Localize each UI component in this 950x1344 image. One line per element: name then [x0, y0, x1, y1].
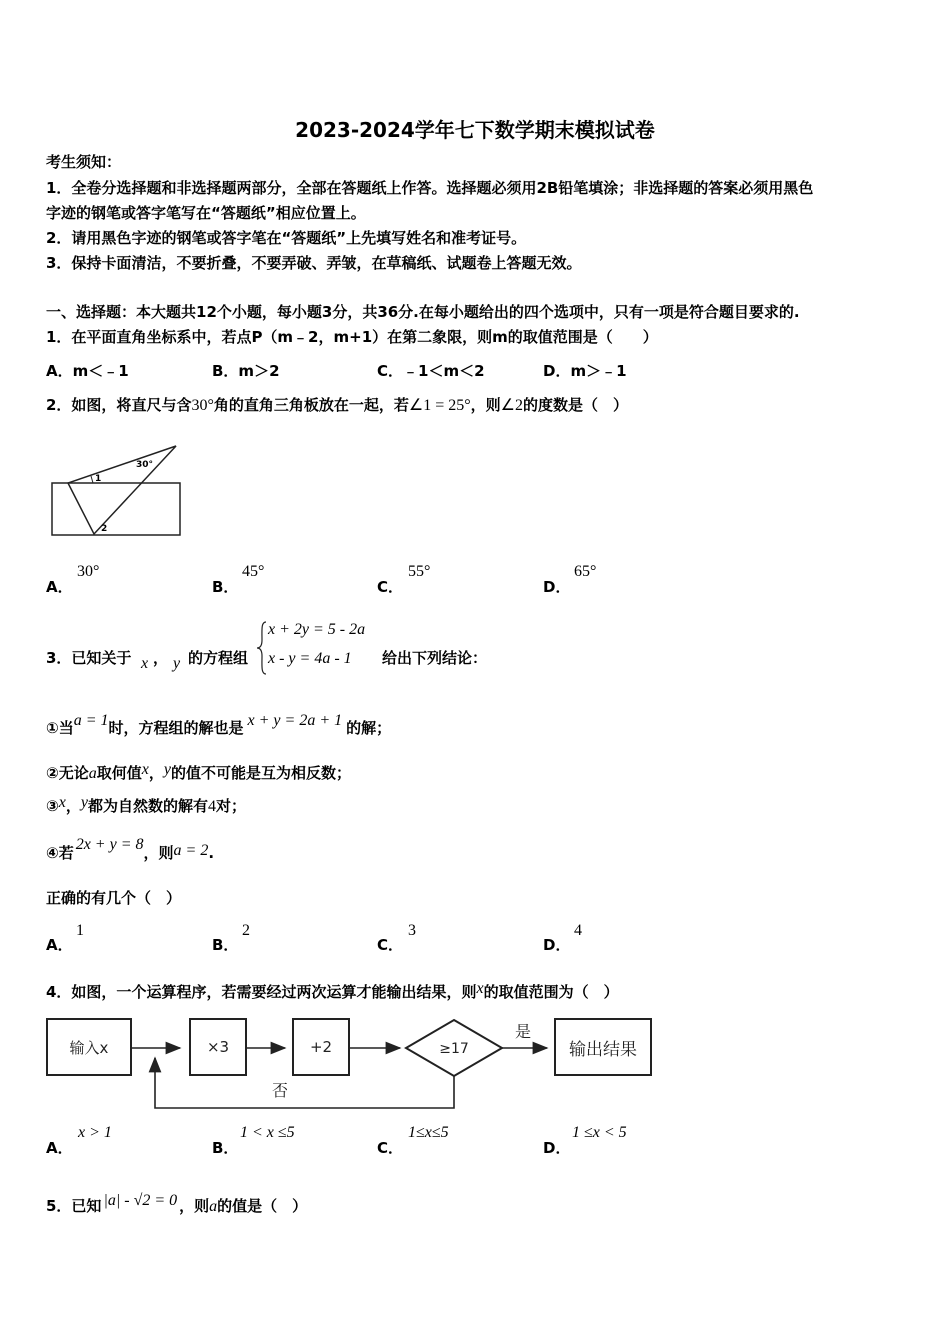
angle-mark	[91, 476, 93, 483]
notice-heading: 考生须知：	[46, 153, 122, 171]
q2-option-c-label[interactable]: C．	[377, 578, 404, 596]
q3-option-c-label[interactable]: C．	[377, 936, 404, 954]
q2-stem-part3: ，则	[470, 396, 501, 414]
q5-math-expr: |a| - √2 = 0	[103, 1192, 178, 1209]
notice-line-1a: 1．全卷分选择题和非选择题两部分，全部在答题纸上作答。选择题必须用2B铅笔填涂；非选择题的答案必须用黑色	[46, 179, 814, 197]
flow-condition-text: ≥17	[439, 1041, 469, 1057]
c3-text-d: 对；	[215, 797, 246, 815]
q3-math-y: y	[173, 655, 181, 672]
c2-math-y: y	[163, 761, 171, 778]
q2-option-a-label[interactable]: A．	[46, 578, 73, 596]
q3-conclusion-3	[46, 796, 246, 817]
q3-conclusion-1	[46, 712, 392, 739]
q4-option-d-label[interactable]: D．	[543, 1139, 571, 1157]
q3-option-d-label[interactable]: D．	[543, 936, 571, 954]
c2-text-d: 的值不可能是互为相反数；	[170, 764, 351, 782]
q1-stem: 1．在平面直角坐标系中，若点P（m﹣2，m+1）在第二象限，则m的取值范围是（ ）	[46, 328, 658, 346]
c3-text-b: ，	[65, 797, 81, 815]
q1-option-c[interactable]: C．﹣1＜m＜2	[377, 362, 485, 380]
q3-ask: 正确的有几个（ ）	[46, 889, 182, 907]
q2-option-b-label[interactable]: B．	[212, 578, 239, 596]
c4-math-a: a = 2	[173, 842, 209, 859]
q3-equation-2: x - y = 4a - 1	[268, 650, 352, 667]
c1-math-xy: x + y = 2a + 1	[247, 712, 343, 729]
arrow-no-loop	[155, 1058, 454, 1108]
q5-stem-part3: 的值是（ ）	[217, 1197, 308, 1215]
q3-stem-part3: 给出下列结论：	[382, 649, 488, 667]
c3-text-c: 都为自然数的解有	[87, 797, 208, 815]
q4-math-x: x	[476, 980, 484, 997]
c3-math-y: y	[80, 794, 88, 811]
section-heading: 一、选择题：本大题共12个小题，每小题3分，共36分.在每小题给出的四个选项中，只有一项是符合题目要求的.	[46, 303, 800, 321]
c4-math-eq: 2x + y = 8	[75, 836, 144, 853]
q2-math-30: 30°	[191, 397, 214, 414]
q3-math-x: x	[141, 655, 149, 672]
q2-option-b-value: 45°	[242, 563, 265, 580]
q3-option-d-value: 4	[574, 922, 582, 939]
q3-option-b-value: 2	[242, 922, 250, 939]
c3-math-4: 4	[207, 798, 216, 815]
q4-option-a-label[interactable]: A．	[46, 1139, 73, 1157]
q2-ruler-triangle-figure	[46, 440, 186, 540]
triangle-shape	[68, 446, 176, 534]
flow-yes-label: 是	[515, 1022, 532, 1041]
q3-option-c-value: 3	[408, 922, 416, 939]
q3-stem-part1: 3．已知关于	[46, 649, 132, 667]
c2-text-c: ，	[148, 764, 164, 782]
flow-input-box: 输入x	[46, 1018, 132, 1076]
q3-option-b-label[interactable]: B．	[212, 936, 239, 954]
q5-math-a: a	[209, 1198, 218, 1215]
q3-option-a-value: 1	[76, 922, 84, 939]
q2-stem-part4: 的度数是（ ）	[523, 396, 629, 414]
q2-option-d-value: 65°	[574, 563, 597, 580]
q1-option-d[interactable]: D．m＞﹣1	[543, 362, 627, 380]
q1-option-a[interactable]: A．m＜﹣1	[46, 362, 129, 380]
q3-system-brace	[256, 620, 268, 676]
q2-option-a-value: 30°	[77, 563, 100, 580]
flow-connectors	[0, 1010, 950, 1120]
c1-text-c: 的解；	[346, 719, 392, 737]
q2-stem-part1: 2．如图，将直尺与含	[46, 396, 192, 414]
q3-stem-part2: 的方程组	[188, 649, 249, 667]
q4-stem	[46, 982, 619, 1003]
c1-math-a: a = 1	[73, 712, 109, 729]
q4-option-a-value: x > 1	[78, 1124, 112, 1141]
fig-angle-30-label: 30°	[136, 460, 154, 470]
q4-stem-part2: 的取值范围为（ ）	[483, 983, 619, 1001]
flow-add-box: +2	[292, 1018, 350, 1076]
notice-line-1b: 字迹的钢笔或答字笔写在“答题纸”相应位置上。	[46, 204, 366, 222]
q3-option-a-label[interactable]: A．	[46, 936, 73, 954]
c4-text-c: .	[208, 844, 215, 862]
c2-text-a: ②无论	[46, 764, 89, 782]
c4-text-b: ，则	[143, 844, 174, 862]
flow-multiply-box: ×3	[189, 1018, 247, 1076]
c4-text-a: ④若	[46, 844, 74, 862]
q5-stem-part2: ，则	[179, 1197, 210, 1215]
q2-math-angle1: ∠1 = 25°	[408, 397, 471, 414]
q3-comma: ，	[153, 649, 169, 667]
q4-option-c-label[interactable]: C．	[377, 1139, 404, 1157]
q2-stem-part2: 角的直角三角板放在一起，若	[213, 396, 409, 414]
q2-math-angle2: ∠2	[500, 397, 523, 414]
q4-option-b-value: 1 < x ≤5	[240, 1124, 295, 1141]
fig-angle-1-label: 1	[95, 474, 102, 484]
c2-text-b: 取何值	[96, 764, 142, 782]
q5-stem	[46, 1192, 308, 1217]
q2-option-d-label[interactable]: D．	[543, 578, 571, 596]
q2-stem	[46, 395, 628, 416]
c1-text-b: 时，方程组的解也是	[108, 719, 244, 737]
c1-text-a: ①当	[46, 719, 74, 737]
q4-option-b-label[interactable]: B．	[212, 1139, 239, 1157]
c3-math-x: x	[58, 794, 66, 811]
c2-math-x: x	[141, 761, 149, 778]
q4-option-c-value: 1≤x≤5	[408, 1124, 449, 1141]
flow-output-box: 输出结果	[554, 1018, 652, 1076]
q4-stem-part1: 4．如图，一个运算程序，若需要经过两次运算才能输出结果，则	[46, 983, 477, 1001]
q2-option-c-value: 55°	[408, 563, 431, 580]
q4-option-d-value: 1 ≤x < 5	[572, 1124, 627, 1141]
c3-text-a: ③	[46, 797, 59, 815]
q1-option-b[interactable]: B．m＞2	[212, 362, 280, 380]
notice-line-3: 3．保持卡面清洁，不要折叠，不要弄破、弄皱，在草稿纸、试题卷上答题无效。	[46, 254, 582, 272]
flow-no-label: 否	[272, 1081, 289, 1100]
q3-equation-1: x + 2y = 5 - 2a	[268, 621, 366, 638]
q3-conclusion-2	[46, 763, 351, 784]
notice-line-2: 2．请用黑色字迹的钢笔或答字笔在“答题纸”上先填写姓名和准考证号。	[46, 229, 527, 247]
page-title: 2023-2024学年七下数学期末模拟试卷	[295, 118, 655, 142]
c2-math-a: a	[88, 765, 97, 782]
fig-angle-2-label: 2	[101, 524, 108, 534]
q3-conclusion-4	[46, 836, 215, 864]
q5-stem-part1: 5．已知	[46, 1197, 102, 1215]
